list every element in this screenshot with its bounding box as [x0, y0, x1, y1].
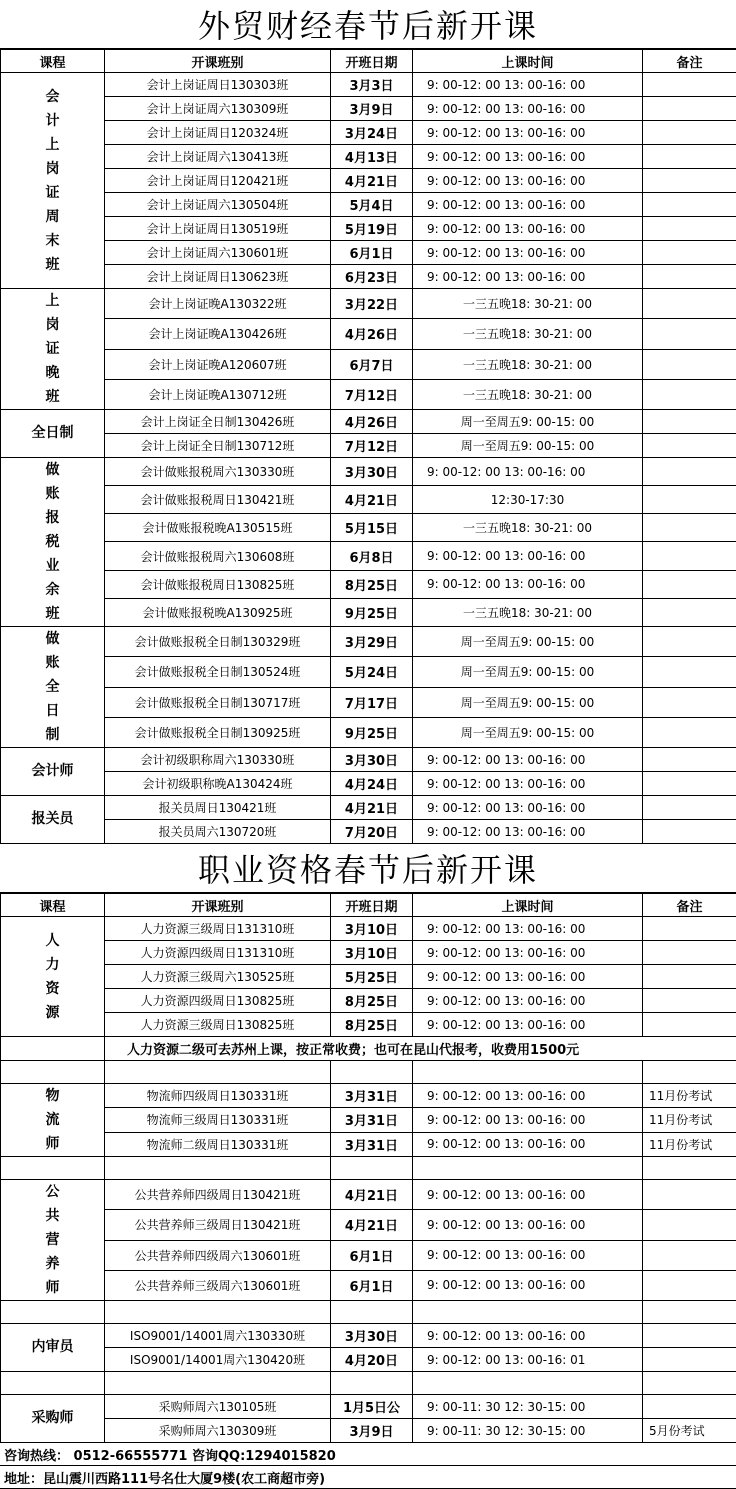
note-cell — [643, 657, 736, 687]
table-row — [1, 542, 736, 570]
header-start-date: 开班日期 — [331, 50, 413, 73]
start-date: 6月1日 — [331, 1240, 413, 1270]
note-cell — [643, 570, 736, 598]
start-date: 3月10日 — [331, 941, 413, 965]
start-date: 3月24日 — [331, 121, 413, 145]
class-name: 会计上岗证全日制130712班 — [105, 434, 331, 458]
blank-cell — [105, 1301, 331, 1324]
table-row — [1, 410, 736, 434]
blank-cell — [105, 1061, 331, 1084]
note-cell: 11月份考试 — [643, 1108, 736, 1132]
table-row — [1, 627, 736, 657]
class-time: 9: 00-12: 00 13: 00-16: 00 — [413, 917, 643, 941]
class-time: 周一至周五9: 00-15: 00 — [413, 434, 643, 458]
course-category — [1, 917, 105, 1037]
blank-row — [1, 1061, 736, 1084]
blank-cell — [643, 1372, 736, 1395]
table-row — [1, 241, 736, 265]
class-name: 物流师二级周日130331班 — [105, 1132, 331, 1156]
class-name: 报关员周日130421班 — [105, 796, 331, 820]
class-time: 周一至周五9: 00-15: 00 — [413, 657, 643, 687]
note-cell — [643, 97, 736, 121]
class-time: 一三五晚18: 30-21: 00 — [413, 514, 643, 542]
class-time: 9: 00-12: 00 13: 00-16: 00 — [413, 265, 643, 289]
section1-table — [0, 49, 736, 844]
course-category: 内审员 — [1, 1324, 105, 1372]
start-date: 4月21日 — [331, 1210, 413, 1240]
course-category — [1, 289, 105, 410]
start-date: 6月7日 — [331, 349, 413, 379]
start-date: 4月21日 — [331, 169, 413, 193]
blank-row — [1, 1301, 736, 1324]
table-row — [1, 1132, 736, 1156]
class-name: 会计做账报税全日制130925班 — [105, 717, 331, 747]
class-time: 9: 00-12: 00 13: 00-16: 00 — [413, 748, 643, 772]
start-date: 3月9日 — [331, 97, 413, 121]
course-category-label: 公共营养师 — [46, 1180, 60, 1300]
class-time: 9: 00-12: 00 13: 00-16: 00 — [413, 1210, 643, 1240]
class-time: 周一至周五9: 00-15: 00 — [413, 410, 643, 434]
notice-row — [1, 1037, 736, 1061]
start-date: 6月23日 — [331, 265, 413, 289]
class-name: 会计初级职称周六130330班 — [105, 748, 331, 772]
class-name: 会计上岗证周六130601班 — [105, 241, 331, 265]
class-name: 会计上岗证周日130303班 — [105, 73, 331, 97]
start-date: 9月25日 — [331, 717, 413, 747]
start-date: 6月8日 — [331, 542, 413, 570]
start-date: 5月25日 — [331, 965, 413, 989]
note-cell — [643, 169, 736, 193]
start-date: 3月31日 — [331, 1084, 413, 1108]
note-cell — [643, 941, 736, 965]
start-date: 4月21日 — [331, 486, 413, 514]
course-category-label: 会计上岗证周末班 — [46, 85, 60, 277]
class-name: 会计做账报税周六130608班 — [105, 542, 331, 570]
start-date: 9月25日 — [331, 598, 413, 626]
class-time: 9: 00-12: 00 13: 00-16: 00 — [413, 73, 643, 97]
note-cell — [643, 820, 736, 844]
table-row — [1, 1013, 736, 1037]
table-row — [1, 917, 736, 941]
table-row — [1, 169, 736, 193]
class-name: 会计做账报税周六130330班 — [105, 458, 331, 486]
class-time: 9: 00-12: 00 13: 00-16: 00 — [413, 1084, 643, 1108]
notice-spacer — [1, 1037, 105, 1061]
class-time: 一三五晚18: 30-21: 00 — [413, 598, 643, 626]
class-name: 人力资源四级周日130825班 — [105, 989, 331, 1013]
table-row — [1, 514, 736, 542]
class-name: 会计上岗证周六130309班 — [105, 97, 331, 121]
table-row — [1, 121, 736, 145]
class-time: 9: 00-12: 00 13: 00-16: 00 — [413, 941, 643, 965]
start-date: 5月15日 — [331, 514, 413, 542]
class-time: 9: 00-12: 00 13: 00-16: 00 — [413, 820, 643, 844]
note-cell — [643, 1013, 736, 1037]
section2-table — [0, 893, 736, 1443]
class-name: 公共营养师三级周日130421班 — [105, 1210, 331, 1240]
start-date: 8月25日 — [331, 1013, 413, 1037]
table-row — [1, 772, 736, 796]
start-date: 3月30日 — [331, 458, 413, 486]
class-time: 9: 00-11: 30 12: 30-15: 00 — [413, 1395, 643, 1419]
class-name: 会计做账报税全日制130717班 — [105, 687, 331, 717]
class-name: 公共营养师三级周六130601班 — [105, 1270, 331, 1300]
start-date: 3月31日 — [331, 1108, 413, 1132]
class-time: 周一至周五9: 00-15: 00 — [413, 627, 643, 657]
table-row — [1, 941, 736, 965]
class-name: 报关员周六130720班 — [105, 820, 331, 844]
class-name: 会计做账报税全日制130524班 — [105, 657, 331, 687]
blank-cell — [331, 1372, 413, 1395]
class-name: 采购师周六130309班 — [105, 1419, 331, 1443]
start-date: 4月26日 — [331, 410, 413, 434]
class-name: ISO9001/14001周六130330班 — [105, 1324, 331, 1348]
start-date: 6月1日 — [331, 1270, 413, 1300]
class-name: 会计上岗证周六130413班 — [105, 145, 331, 169]
start-date: 4月13日 — [331, 145, 413, 169]
class-time: 9: 00-12: 00 13: 00-16: 00 — [413, 1180, 643, 1210]
class-time: 一三五晚18: 30-21: 00 — [413, 319, 643, 349]
class-time: 9: 00-12: 00 13: 00-16: 00 — [413, 217, 643, 241]
header-course: 课程 — [1, 894, 105, 917]
class-name: 会计上岗证全日制130426班 — [105, 410, 331, 434]
class-name: 物流师三级周日130331班 — [105, 1108, 331, 1132]
note-cell — [643, 687, 736, 717]
note-cell — [643, 627, 736, 657]
table-row — [1, 193, 736, 217]
course-category-label: 做账报税业余班 — [46, 458, 60, 626]
course-category — [1, 458, 105, 627]
class-time: 周一至周五9: 00-15: 00 — [413, 717, 643, 747]
header-note: 备注 — [643, 894, 736, 917]
start-date: 7月20日 — [331, 820, 413, 844]
class-time: 9: 00-12: 00 13: 00-16: 00 — [413, 1240, 643, 1270]
blank-cell — [643, 1061, 736, 1084]
table-row — [1, 349, 736, 379]
table-row — [1, 1348, 736, 1372]
table-row — [1, 1084, 736, 1108]
start-date: 5月4日 — [331, 193, 413, 217]
table-row — [1, 145, 736, 169]
table-row — [1, 1270, 736, 1300]
start-date: 4月21日 — [331, 1180, 413, 1210]
note-cell — [643, 965, 736, 989]
table-row — [1, 289, 736, 319]
note-cell — [643, 796, 736, 820]
note-cell — [643, 772, 736, 796]
class-name: 公共营养师四级周日130421班 — [105, 1180, 331, 1210]
class-time: 一三五晚18: 30-21: 00 — [413, 349, 643, 379]
note-cell — [643, 458, 736, 486]
note-cell — [643, 73, 736, 97]
start-date: 3月31日 — [331, 1132, 413, 1156]
note-cell — [643, 349, 736, 379]
start-date: 4月20日 — [331, 1348, 413, 1372]
start-date: 3月29日 — [331, 627, 413, 657]
blank-cell — [105, 1372, 331, 1395]
header-class-time: 上课时间 — [413, 894, 643, 917]
note-cell — [643, 1395, 736, 1419]
header-class: 开课班别 — [105, 50, 331, 73]
course-category — [1, 73, 105, 289]
note-cell — [643, 193, 736, 217]
blank-cell — [1, 1157, 105, 1180]
note-cell — [643, 1210, 736, 1240]
class-name: 会计做账报税全日制130329班 — [105, 627, 331, 657]
blank-cell — [413, 1157, 643, 1180]
class-time: 12:30-17:30 — [413, 486, 643, 514]
class-time: 周一至周五9: 00-15: 00 — [413, 687, 643, 717]
start-date: 3月10日 — [331, 917, 413, 941]
class-name: 会计上岗证晚A120607班 — [105, 349, 331, 379]
note-cell — [643, 748, 736, 772]
table-row — [1, 1108, 736, 1132]
note-cell — [643, 717, 736, 747]
start-date: 3月30日 — [331, 748, 413, 772]
start-date: 5月24日 — [331, 657, 413, 687]
table-row — [1, 748, 736, 772]
class-name: 会计做账报税周日130825班 — [105, 570, 331, 598]
note-cell — [643, 145, 736, 169]
class-time: 9: 00-12: 00 13: 00-16: 00 — [413, 1013, 643, 1037]
class-time: 一三五晚18: 30-21: 00 — [413, 379, 643, 409]
blank-cell — [413, 1301, 643, 1324]
class-time: 9: 00-12: 00 13: 00-16: 00 — [413, 1132, 643, 1156]
class-name: 人力资源三级周六130525班 — [105, 965, 331, 989]
class-name: 公共营养师四级周六130601班 — [105, 1240, 331, 1270]
course-category-label: 上岗证晚班 — [46, 289, 60, 409]
header-start-date: 开班日期 — [331, 894, 413, 917]
blank-cell — [331, 1301, 413, 1324]
class-time: 9: 00-12: 00 13: 00-16: 00 — [413, 193, 643, 217]
class-time: 一三五晚18: 30-21: 00 — [413, 289, 643, 319]
table-row — [1, 796, 736, 820]
course-category: 全日制 — [1, 410, 105, 458]
hr-notice: 人力资源二级可去苏州上课，按正常收费；也可在昆山代报考，收费用1500元 — [105, 1037, 736, 1061]
class-time: 9: 00-12: 00 13: 00-16: 00 — [413, 145, 643, 169]
table-row — [1, 1240, 736, 1270]
note-cell — [643, 410, 736, 434]
start-date: 3月9日 — [331, 1419, 413, 1443]
class-time: 9: 00-11: 30 12: 30-15: 00 — [413, 1419, 643, 1443]
note-cell — [643, 265, 736, 289]
note-cell — [643, 1348, 736, 1372]
start-date: 4月24日 — [331, 772, 413, 796]
section1-header-row — [1, 50, 736, 73]
table-row — [1, 965, 736, 989]
blank-cell — [105, 1157, 331, 1180]
start-date: 4月26日 — [331, 319, 413, 349]
note-cell — [643, 217, 736, 241]
table-row — [1, 570, 736, 598]
class-name: 人力资源三级周日131310班 — [105, 917, 331, 941]
table-row — [1, 73, 736, 97]
section2-title: 职业资格春节后新开课 — [0, 844, 736, 893]
table-row — [1, 1324, 736, 1348]
class-name: 会计上岗证周日120421班 — [105, 169, 331, 193]
header-course: 课程 — [1, 50, 105, 73]
class-time: 9: 00-12: 00 13: 00-16: 00 — [413, 121, 643, 145]
table-row — [1, 434, 736, 458]
class-name: 会计上岗证周日120324班 — [105, 121, 331, 145]
start-date: 3月3日 — [331, 73, 413, 97]
course-category-label: 做账全日制 — [46, 627, 60, 747]
class-name: 采购师周六130105班 — [105, 1395, 331, 1419]
note-cell — [643, 289, 736, 319]
table-row — [1, 1180, 736, 1210]
course-category-label: 人力资源 — [46, 929, 60, 1025]
class-time: 9: 00-12: 00 13: 00-16: 01 — [413, 1348, 643, 1372]
note-cell — [643, 598, 736, 626]
note-cell — [643, 989, 736, 1013]
course-category-label: 物流师 — [46, 1084, 60, 1156]
start-date: 8月25日 — [331, 570, 413, 598]
note-cell — [643, 514, 736, 542]
header-note: 备注 — [643, 50, 736, 73]
class-name: 人力资源三级周日130825班 — [105, 1013, 331, 1037]
table-row — [1, 598, 736, 626]
note-cell — [643, 1180, 736, 1210]
note-cell — [643, 486, 736, 514]
class-time: 9: 00-12: 00 13: 00-16: 00 — [413, 458, 643, 486]
class-name: ISO9001/14001周六130420班 — [105, 1348, 331, 1372]
note-cell — [643, 241, 736, 265]
class-name: 会计上岗证晚A130426班 — [105, 319, 331, 349]
class-name: 人力资源四级周日131310班 — [105, 941, 331, 965]
class-time: 9: 00-12: 00 13: 00-16: 00 — [413, 1108, 643, 1132]
class-name: 会计初级职称晚A130424班 — [105, 772, 331, 796]
class-time: 9: 00-12: 00 13: 00-16: 00 — [413, 796, 643, 820]
table-row — [1, 265, 736, 289]
course-category: 报关员 — [1, 796, 105, 844]
class-name: 会计上岗证周日130623班 — [105, 265, 331, 289]
note-cell — [643, 1324, 736, 1348]
header-class-time: 上课时间 — [413, 50, 643, 73]
class-time: 9: 00-12: 00 13: 00-16: 00 — [413, 989, 643, 1013]
class-time: 9: 00-12: 00 13: 00-16: 00 — [413, 1270, 643, 1300]
blank-cell — [413, 1372, 643, 1395]
start-date: 7月12日 — [331, 379, 413, 409]
start-date: 4月21日 — [331, 796, 413, 820]
table-row — [1, 97, 736, 121]
blank-row — [1, 1372, 736, 1395]
start-date: 1月5日公 — [331, 1395, 413, 1419]
class-name: 会计上岗证周六130504班 — [105, 193, 331, 217]
section2-header-row — [1, 894, 736, 917]
contact-hotline: 咨询热线： 0512-66555771 咨询QQ:1294015820 — [0, 1443, 736, 1466]
start-date: 3月22日 — [331, 289, 413, 319]
note-cell — [643, 121, 736, 145]
start-date: 7月17日 — [331, 687, 413, 717]
course-category: 会计师 — [1, 748, 105, 796]
table-row — [1, 486, 736, 514]
class-time: 9: 00-12: 00 13: 00-16: 00 — [413, 1324, 643, 1348]
section1-title: 外贸财经春节后新开课 — [0, 0, 736, 49]
start-date: 8月25日 — [331, 989, 413, 1013]
table-row — [1, 458, 736, 486]
blank-cell — [1, 1301, 105, 1324]
blank-cell — [643, 1301, 736, 1324]
note-cell — [643, 542, 736, 570]
class-time: 9: 00-12: 00 13: 00-16: 00 — [413, 772, 643, 796]
blank-row — [1, 1157, 736, 1180]
class-name: 会计做账报税晚A130515班 — [105, 514, 331, 542]
note-cell — [643, 379, 736, 409]
blank-cell — [1, 1372, 105, 1395]
start-date: 3月30日 — [331, 1324, 413, 1348]
note-cell: 11月份考试 — [643, 1132, 736, 1156]
table-row — [1, 1210, 736, 1240]
class-time: 9: 00-12: 00 13: 00-16: 00 — [413, 97, 643, 121]
class-name: 会计上岗证周日130519班 — [105, 217, 331, 241]
start-date: 7月12日 — [331, 434, 413, 458]
start-date: 5月19日 — [331, 217, 413, 241]
table-row — [1, 687, 736, 717]
table-row — [1, 1419, 736, 1443]
class-name: 会计做账报税周日130421班 — [105, 486, 331, 514]
class-time: 9: 00-12: 00 13: 00-16: 00 — [413, 570, 643, 598]
course-category — [1, 1180, 105, 1301]
table-row — [1, 657, 736, 687]
table-row — [1, 319, 736, 349]
table-row — [1, 379, 736, 409]
note-cell — [643, 917, 736, 941]
blank-cell — [331, 1061, 413, 1084]
class-time: 9: 00-12: 00 13: 00-16: 00 — [413, 169, 643, 193]
blank-cell — [331, 1157, 413, 1180]
class-name: 物流师四级周日130331班 — [105, 1084, 331, 1108]
class-time: 9: 00-12: 00 13: 00-16: 00 — [413, 965, 643, 989]
contact-address: 地址：昆山震川西路111号名仕大厦9楼(农工商超市旁) — [0, 1466, 736, 1489]
note-cell — [643, 319, 736, 349]
table-row — [1, 1395, 736, 1419]
note-cell — [643, 434, 736, 458]
blank-cell — [643, 1157, 736, 1180]
class-name: 会计上岗证晚A130712班 — [105, 379, 331, 409]
note-cell — [643, 1270, 736, 1300]
class-name: 会计做账报税晚A130925班 — [105, 598, 331, 626]
blank-cell — [413, 1061, 643, 1084]
table-row — [1, 717, 736, 747]
table-row — [1, 820, 736, 844]
course-category — [1, 1084, 105, 1157]
course-category: 采购师 — [1, 1395, 105, 1443]
class-name: 会计上岗证晚A130322班 — [105, 289, 331, 319]
course-category — [1, 627, 105, 748]
class-time: 9: 00-12: 00 13: 00-16: 00 — [413, 241, 643, 265]
note-cell — [643, 1240, 736, 1270]
class-time: 9: 00-12: 00 13: 00-16: 00 — [413, 542, 643, 570]
table-row — [1, 217, 736, 241]
note-cell: 11月份考试 — [643, 1084, 736, 1108]
header-class: 开课班别 — [105, 894, 331, 917]
table-row — [1, 989, 736, 1013]
start-date: 6月1日 — [331, 241, 413, 265]
blank-cell — [1, 1061, 105, 1084]
note-cell: 5月份考试 — [643, 1419, 736, 1443]
